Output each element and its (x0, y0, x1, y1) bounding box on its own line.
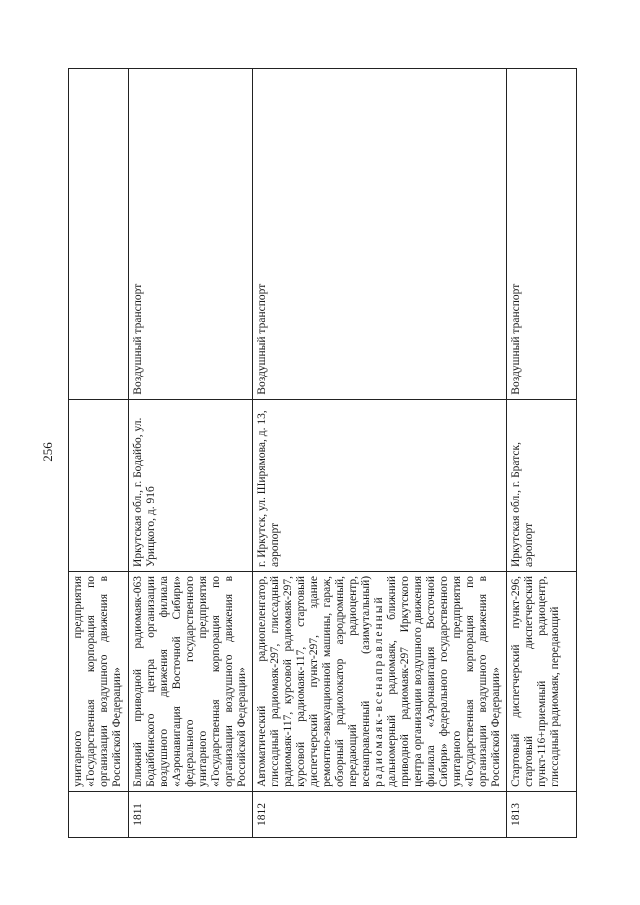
row-number: 1812 (253, 791, 507, 837)
row-address (69, 399, 129, 571)
page-number: 256 (40, 442, 55, 462)
row-description: унитарного предприятия «Государственная корпорация по организации воздушного движения в Российской Федерации» (69, 571, 129, 791)
row-category: Воздушный транспорт (507, 69, 577, 400)
description-part-1: Автоматический радиопеленгатор, глиссадный радиомаяк-297, глиссадный радиомаяк-117, курсовой радиомаяк-297, курсовой радиомаяк-117, стартовый диспетчерский пункт-297, здание ремонтно-эвакуационной машины, гараж, обзорный радиолокатор аэродромный, передающий радиоцентр, всенаправленный (азимутальный) (256, 575, 372, 787)
row-number: 1811 (129, 791, 253, 837)
row-address: Иркутская обл., г. Братск, аэропорт (507, 399, 577, 571)
row-description: Ближний приводной радиомаяк-063 Бодайбинского центра организации воздушного движения филиала «Аэронавигация Восточной Сибири» федерального государственного унитарного предприятия «Государственная корпорация по организации воздушного движения в Российской Федерации» (129, 571, 253, 791)
description-part-2: дальномерный радиомаяк, ближний приводной радиомаяк-297 Иркутского центра организации воздушного движения филиала «Аэронавигация Восточной Сибири» федерального государственного унитарного предприятия «Государственная корпорация по организации воздушного движения в Российской Федерации» (386, 575, 502, 787)
row-address: г. Иркутск, ул. Ширямова, д. 13, аэропорт (253, 399, 507, 571)
description-spaced: радиомаяк-всенаправленный (373, 595, 385, 787)
row-number: 1813 (507, 791, 577, 837)
row-category: Воздушный транспорт (129, 69, 253, 400)
row-description: Стартовый диспетчерский пункт-296, стартовый диспетчерский пункт-116+приемный радиоцентр, глиссадный радиомаяк, передающий (507, 571, 577, 791)
table-row (507, 69, 577, 838)
table-row (253, 69, 507, 838)
row-address: Иркутская обл., г. Бодайбо, ул. Урицкого, д. 91б (129, 399, 253, 571)
table-row (129, 69, 253, 838)
table-row (69, 69, 129, 838)
rotated-table-wrapper (68, 68, 568, 838)
row-category (69, 69, 129, 400)
row-description (253, 571, 507, 791)
row-number (69, 791, 129, 837)
facilities-table (68, 68, 577, 838)
row-category: Воздушный транспорт (253, 69, 507, 400)
